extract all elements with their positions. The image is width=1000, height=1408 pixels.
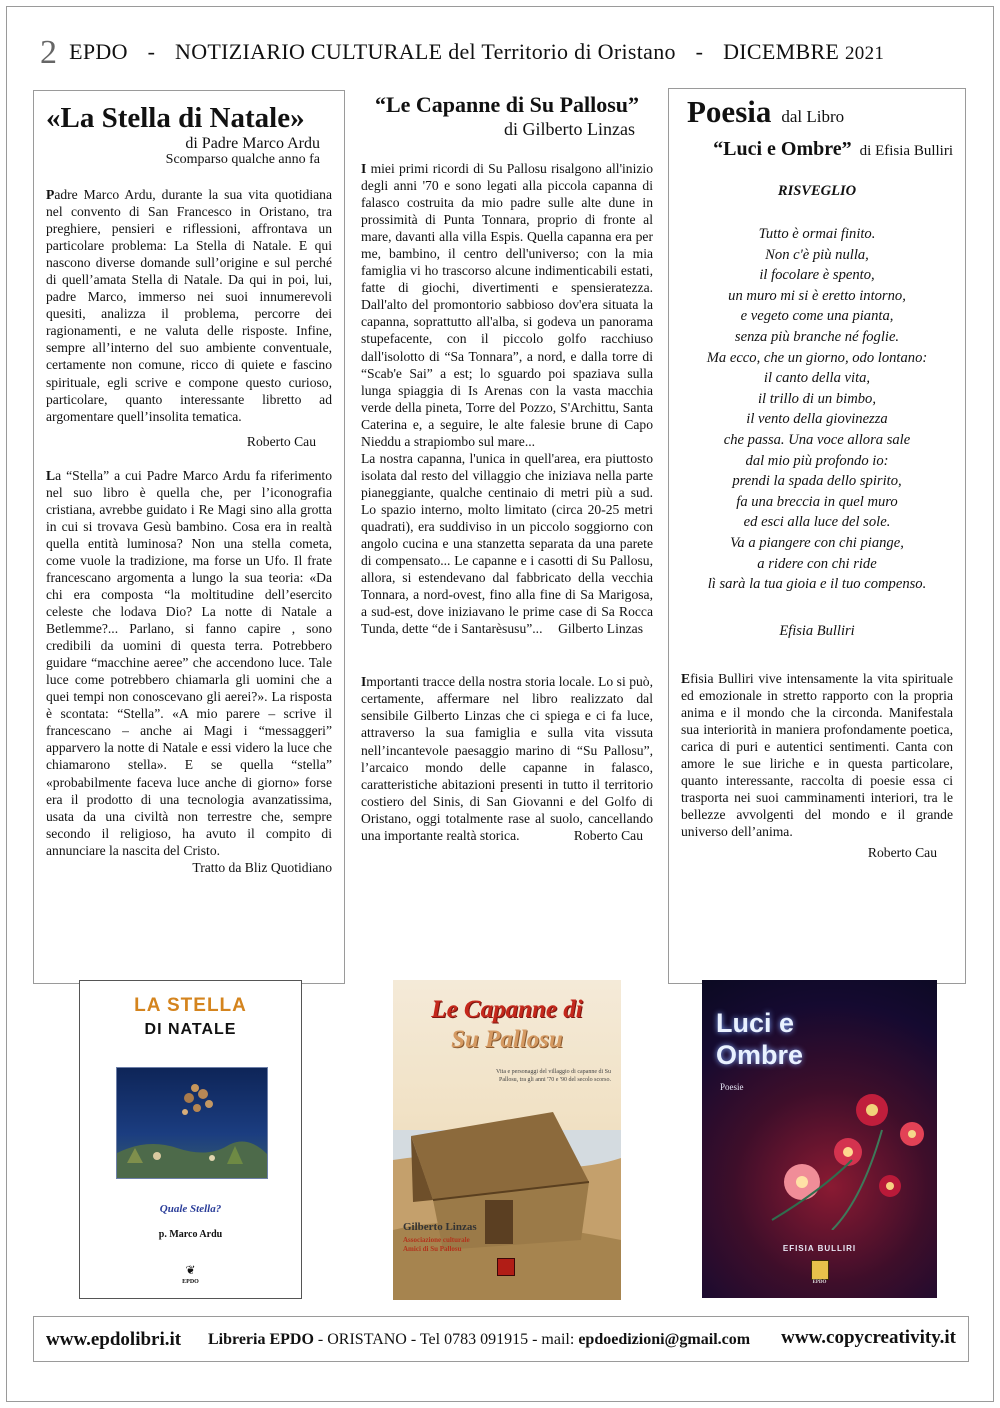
article-note: Scomparso qualche anno fa	[165, 152, 320, 167]
paragraph	[361, 160, 653, 450]
paragraph	[361, 673, 653, 843]
website-link-copycreativity[interactable]: www.copycreativity.it	[781, 1327, 956, 1348]
article-title: “Le Capanne di Su Pallosu”	[374, 92, 640, 117]
poem-line: e vegeto come una pianta,	[740, 308, 894, 325]
paragraph	[46, 467, 332, 875]
shop-name: Libreria EPDO	[208, 1331, 314, 1348]
drop-letter: L	[46, 467, 56, 483]
poetry-section	[668, 88, 966, 984]
nativity-photo	[116, 1067, 268, 1179]
signature: Roberto Cau	[573, 827, 643, 843]
poem-line: il trillo di un bimbo,	[758, 390, 876, 407]
article-body	[46, 467, 332, 875]
article-body	[361, 673, 653, 843]
poem-line: Va a piangere con chi piange,	[730, 534, 904, 551]
cover-title-line1: LA STELLA	[134, 995, 247, 1016]
shop-contacts: - ORISTANO - Tel 0783 091915 - mail:	[313, 1331, 579, 1348]
article-body	[361, 160, 653, 637]
book-title: “Luci e Ombre”	[713, 138, 852, 160]
cover-author: EFISIA BULLIRI	[782, 1244, 857, 1253]
cover-genre: Poesie	[720, 1082, 744, 1092]
cover-publisher: EPDO	[812, 1280, 827, 1285]
cover-publisher-line1: Associazione culturale	[403, 1236, 470, 1244]
page-footer	[33, 1316, 969, 1362]
paragraph-text: adre Marco Ardu, durante la sua vita quotidiana nel convento di San Francesco in Oristano, tra preghiere, pensieri e riflessioni, affrontava un particolare problema: La Stella di Natale. E qui nascono diverse domande sull’origine e sul perché di quell’amata Stella di Natale. Da qui in poi, lui, padre Marco, immerso nei suoi innumerevoli quesiti, analizza il problema, percorre dei ragionamenti, e ne valuta delle risposte. Infine, sempre all’interno del suo ambiente conventuale, certamente non comune, ricco di quiete e fascino spirituale, egli scrive e compone questo curioso, particolare, quanto interessante libretto ad argomentare quell’insolita tematica.	[46, 187, 332, 424]
article-title: «La Stella di Natale»	[46, 102, 305, 134]
section-title: Poesia	[687, 94, 772, 129]
poem-line: il focolare è spento,	[759, 267, 875, 284]
cover-author: Gilberto Linzas	[403, 1221, 477, 1233]
poem-line: dal mio più profondo io:	[745, 452, 889, 469]
article-body	[46, 186, 332, 425]
nativity-scene-image	[117, 1068, 267, 1178]
drop-letter: E	[681, 670, 691, 686]
cover-title-line1: Le Capanne di	[431, 996, 583, 1023]
article-author: di Padre Marco Ardu	[185, 135, 320, 152]
email-link[interactable]: epdoedizioni@gmail.com	[578, 1331, 751, 1348]
poem-line: il vento della giovinezza	[746, 411, 888, 428]
article-capanne-su-pallosu	[361, 92, 653, 972]
poem-line: lì sarà la tua gioia e il tuo compenso.	[707, 576, 927, 593]
cover-publisher-line2: Amici di Su Pallosu	[403, 1245, 462, 1253]
publisher-logo-icon	[811, 1260, 829, 1280]
section-subtitle: dal Libro	[781, 107, 845, 126]
cover-title-line2: Su Pallosu	[451, 1026, 563, 1053]
book-author: di Efisia Bulliri	[859, 143, 953, 159]
poem-line: a ridere con chi ride	[757, 555, 877, 572]
poem-line: prendi la spada dello spirito,	[732, 473, 902, 490]
book-cover-capanne	[393, 980, 621, 1300]
poem-line: un muro mi si è eretto intorno,	[728, 287, 906, 304]
contact-info	[208, 1331, 750, 1349]
poem-body	[681, 224, 953, 595]
poem-title: RISVEGLIO	[777, 183, 857, 199]
paragraph-text: a “Stella” a cui Padre Marco Ardu fa riferimento nel suo libro è quella che, per l’iconografia cristiana, avrebbe guidato i Re Magi sino alla grotta in cui si trovava Gesù bambino. Cosa era in realtà quella entità luminosa? Non una stella cometa, come vuole la tradizione, ma forse un Ufo. Il frate francescano argomenta a lungo la sua teoria: «Da chi era composta “la moltitudine dell’esercito celeste che lodava Dio? La notte di Natale a Betlemme?... Parlano, si fanno capire , sono credibili da uomini di questa terra. Potrebbero guidare “macchine aeree” che accendono luce. Tale luce come potrebbero chiamarla gli uomini che a quei tempi non conoscevano gli aerei?». La risposta è scontata: “Stella”. «A mio parere – scrive il francescano – anche ai Magi i “messaggeri” apparvero la notte di Natale e essi videro la luce che chiamarono stella». E se quella “stella” «probabilmente faceva luce anche di giorno» forse era il prodotto di una tecnologia avanzatissima, usata da una civiltà non terrestre che, sempre secondo il religioso, ha avuto il compito di annunciare la nascita del Cristo.	[46, 467, 332, 858]
poem-line: Non c'è più nulla,	[765, 246, 869, 263]
paragraph-text: fisia Bulliri vive intensamente la vita spirituale ed emozionale in stretto rapporto con la propria anima e il mondo che la circonda. Manifestala sua interiorità in maniera profondamente poetica, carica di puri e autentici sentimenti. Canta con amore le sue liriche e in questa particolare, quanto interessante, raccolta di poesie essa ci trasporta nei suoi camminamenti interiori, tra le bellezze avvolgenti del mondo e il grande universo dell’anima.	[681, 670, 953, 840]
book-cover-stella-di-natale	[79, 980, 302, 1299]
cover-publisher: EPDO	[182, 1279, 199, 1285]
poem-line: Ma ecco, che un giorno, odo lontano:	[706, 349, 928, 366]
cover-title-line2: Ombre	[716, 1040, 804, 1070]
paragraph	[681, 670, 953, 840]
drop-letter: I	[361, 161, 367, 176]
header-separator: -	[147, 39, 156, 64]
article-author: di Gilberto Linzas	[504, 119, 635, 139]
newsletter-title: NOTIZIARIO CULTURALE	[175, 39, 443, 64]
poem-line: ed esci alla luce del sole.	[743, 514, 891, 531]
publisher-logo-icon	[497, 1258, 515, 1276]
website-link-epdolibri[interactable]: www.epdolibri.it	[46, 1329, 182, 1350]
paragraph-text: mportanti tracce della nostra storia locale. Lo si può, certamente, affermare nel libro realizzato dal sensibile Gilberto Linzas che ci spiega e ci fa luce, attraverso la sua famiglia e sulla vita vissuta nell’incantevole paesaggio marino di “Su Pallosu”, l’arcaico mondo delle capanne in falasco, caratteristiche abitazioni presenti in tutto il territorio costiero del Sinis, di San Giovanni e del Golfo di Oristano, oggi totalmente rase al suolo, cancellando una importante realtà storica.	[361, 674, 653, 843]
signature: Roberto Cau	[867, 845, 937, 861]
book-cover-luci-e-ombre	[702, 980, 937, 1298]
signature: Gilberto Linzas	[558, 621, 643, 637]
cover-title-line2: DI NATALE	[144, 1021, 237, 1038]
page-header	[40, 34, 960, 74]
poem-line: senza più branche né foglie.	[734, 328, 900, 345]
cover-author: p. Marco Ardu	[158, 1229, 223, 1240]
article-stella-di-natale	[33, 90, 345, 984]
brand-name: EPDO	[69, 39, 128, 64]
paragraph-text: miei primi ricordi di Su Pallosu risalgono all'inizio degli anni '70 e sono legati alla piccola capanna di falasco costruita da mio padre sulle alte dune in prossimità di Punta Tonnara, proprio di fronte al mare, davanti alla villa Espis. Quella capanna era per me, bambino, il centro dell'universo; con la mia famiglia vi ho trascorso alcune indimenticabili estati, fatte di giochi, divertimenti e spensieratezza. Dall'alto del promontorio sabbioso dov'era situata la capanna, soprattutto all'alba, si godeva un panorama stupefacente, con il piccolo golfo racchiuso dall'isolotto di “Sa Tonnara”, a nord, e dalla torre di “Scab'e Sai” a est; lo sguardo poi spaziava sulla lunga spiaggia di Is Arenas con la vasta macchia verde della pineta, Torre del Pozzo, S'Archittu, Santa Caterina e, a seguire, le alte falesie brune di Capo Nieddu a strapiombo sul mare...	[361, 161, 653, 449]
poem-line: che passa. Una voce allora sale	[723, 431, 911, 448]
poem-line: fa una breccia in quel muro	[736, 493, 898, 510]
poem-line: il canto della vita,	[763, 370, 871, 387]
issue-year: 2021	[844, 43, 885, 64]
poet-name: Efisia Bulliri	[779, 622, 855, 639]
poem-line: Tutto è ormai finito.	[758, 226, 876, 242]
cover-blurb: Vita e personaggi del villaggio di capanne di Su Pallosu, tra gli anni '70 e '90 del secolo scorso.	[496, 1069, 611, 1083]
paragraph	[46, 186, 332, 425]
header-separator: -	[695, 39, 704, 64]
cover-question: Quale Stella?	[159, 1203, 222, 1215]
paragraph-text: La nostra capanna, l'unica in quell'area, era piuttosto isolata dal resto del villaggio che iniziava nella parte pianeggiante, qualche centinaio di metri più a sud. Lo spazio interno, molto limitato (circa 20-25 metri quadrati), era suddiviso in un piccolo soggiorno con angolo cucina e una stanzetta separata da una parete di compensato... Le capanne e i casotti di Su Pallosu, allora, si estendevano dal fabbricato della vecchia Tonnara, a nord-ovest, fino alla fine di Sa Marigosa, a sud-est, dove iniziavano le prime case di Sa Rocca Tunda, dette “de i Santarèsusu”...	[361, 450, 653, 637]
signature: Roberto Cau	[246, 433, 316, 449]
paragraph	[361, 450, 653, 638]
flowers-image	[762, 1090, 937, 1230]
drop-letter: I	[361, 674, 367, 690]
section-heading	[681, 95, 953, 135]
book-heading	[681, 135, 953, 165]
cover-title-line1: Luci e	[716, 1008, 795, 1038]
newsletter-subtitle: del Territorio di Oristano	[448, 39, 676, 64]
issue-month: DICEMBRE	[723, 39, 840, 64]
publisher-logo-icon: ❦	[185, 1263, 196, 1277]
drop-letter: P	[46, 187, 55, 202]
page-number: 2	[40, 34, 58, 71]
poet-bio	[681, 670, 953, 840]
source-credit: Tratto da Bliz Quotidiano	[192, 859, 332, 875]
